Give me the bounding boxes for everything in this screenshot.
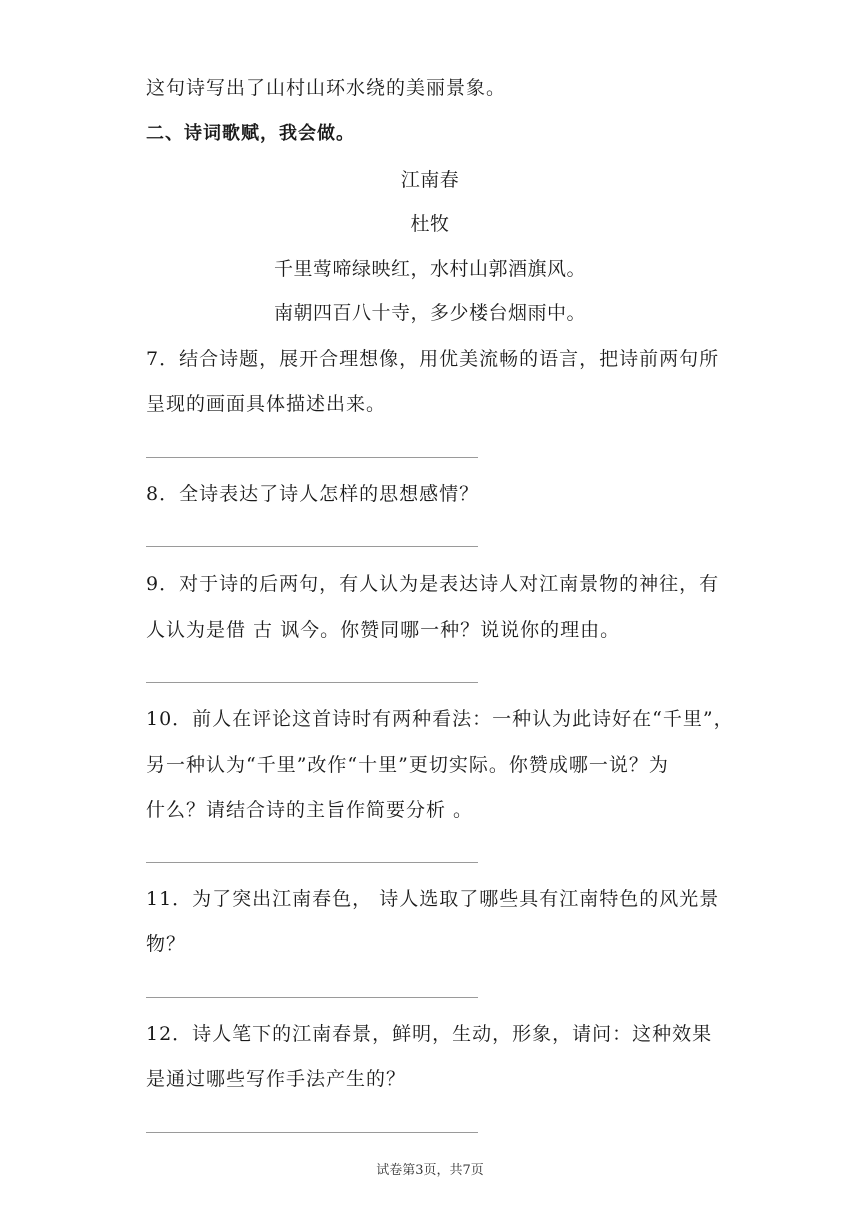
question-10-line-3: 什么？请结合诗的主旨作简要分析 。 [146, 799, 474, 821]
answer-line-11[interactable] [146, 997, 478, 998]
question-7-line-2: 呈现的画面具体描述出来。 [146, 393, 387, 415]
question-9-line-1: 9．对于诗的后两句，有人认为是表达诗人对江南景物的神往，有 [146, 573, 720, 595]
intro-line: 这句诗写出了山村山环水绕的美丽景象。 [146, 77, 507, 99]
question-11-line-1: 11．为了突出江南春色， 诗人选取了哪些具有江南特色的风光景 [146, 888, 720, 910]
answer-line-9[interactable] [146, 682, 478, 683]
question-10-line-1: 10．前人在评论这首诗时有两种看法：一种认为此诗好在“千里”， [146, 708, 734, 730]
section-heading: 二、诗词歌赋，我会做。 [146, 123, 355, 144]
answer-line-7[interactable] [146, 457, 478, 458]
poem-line-1: 千里莺啼绿映红，水村山郭酒旗风。 [273, 258, 586, 280]
poem-author: 杜牧 [410, 213, 450, 235]
question-10-line-2: 另一种认为“千里”改作“十里”更切实际。你赞成哪一说？为 [146, 754, 669, 776]
question-11-line-2: 物？ [146, 933, 187, 955]
answer-line-10[interactable] [146, 862, 478, 863]
question-12-line-1: 12．诗人笔下的江南春景，鲜明，生动，形象，请问：这种效果 [146, 1023, 713, 1045]
page-footer: 试卷第3页，共7页 [376, 1163, 484, 1178]
answer-line-8[interactable] [146, 546, 478, 547]
poem-line-2: 南朝四百八十寺，多少楼台烟雨中。 [273, 302, 586, 324]
question-8-line-1: 8．全诗表达了诗人怎样的思想感情？ [146, 483, 480, 505]
poem-title: 江南春 [400, 169, 460, 191]
question-7-line-1: 7．结合诗题，展开合理想像，用优美流畅的语言，把诗前两句所 [146, 348, 720, 370]
answer-line-12[interactable] [146, 1132, 478, 1133]
question-12-line-2: 是通过哪些写作手法产生的？ [146, 1068, 407, 1090]
question-9-line-2: 人认为是借 古 讽今。你赞同哪一种？说说你的理由。 [146, 619, 621, 641]
